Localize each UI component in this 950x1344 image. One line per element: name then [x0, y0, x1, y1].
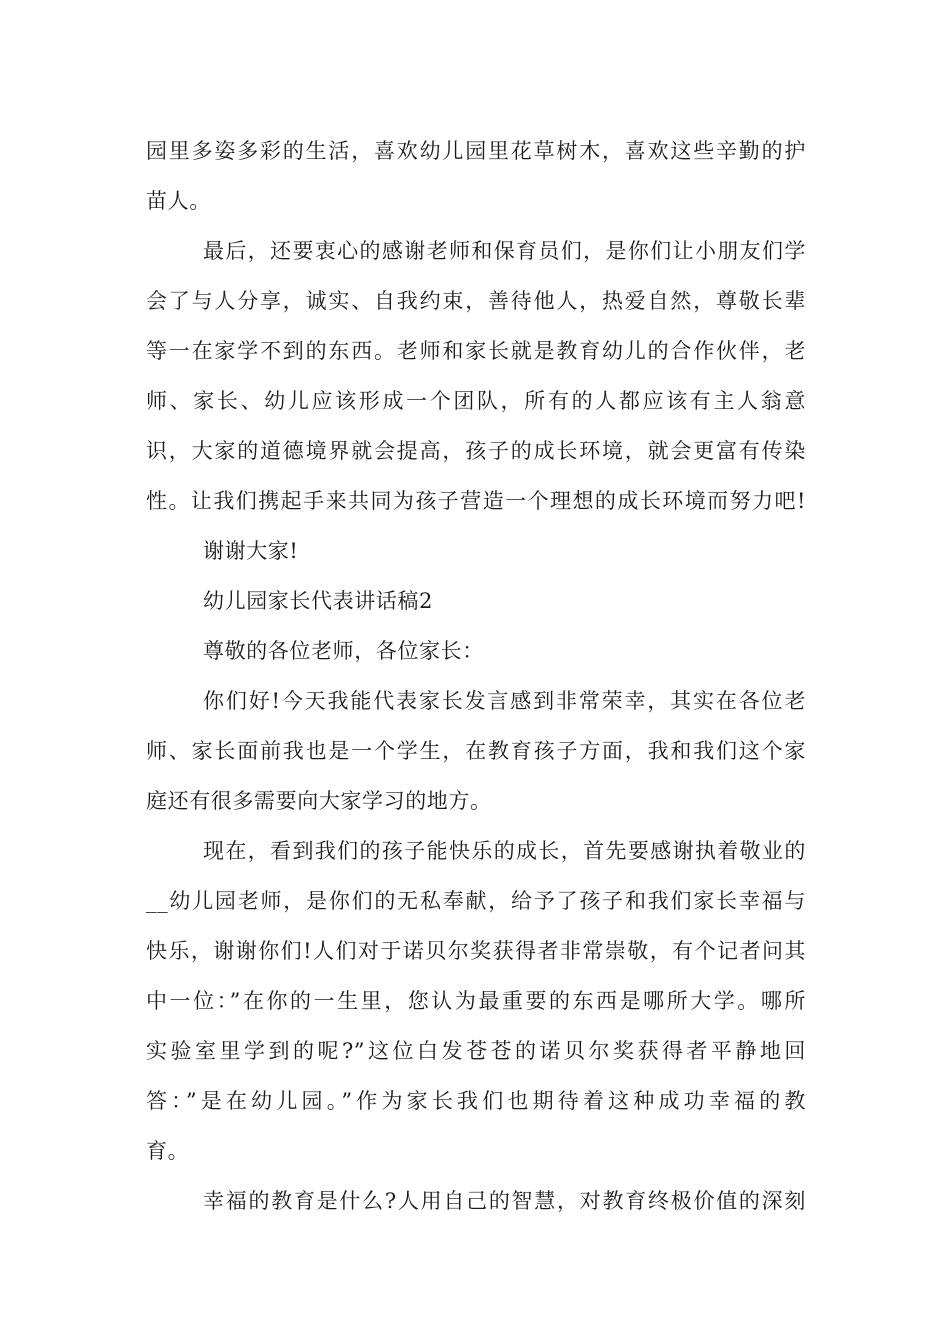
text-line: __幼儿园老师，是你们的无私奉献，给予了孩子和我们家长幸福与	[146, 889, 806, 913]
paragraph-start-line: 幸福的教育是什么?人用自己的智慧，对教育终极价值的深刻	[203, 1189, 806, 1213]
paragraph-start-line: 你们好!今天我能代表家长发言感到非常荣幸，其实在各位老	[203, 689, 806, 713]
text-line: 答：”是在幼儿园。”作为家长我们也期待着这种成功幸福的教	[146, 1089, 806, 1113]
text-line: 园里多姿多彩的生活，喜欢幼儿园里花草树木，喜欢这些辛勤的护	[146, 139, 806, 163]
salutation-line: 尊敬的各位老师，各位家长：	[203, 639, 484, 663]
text-line: 会了与人分享，诚实、自我约束，善待他人，热爱自然，尊敬长辈	[146, 289, 806, 313]
text-line: 师、家长面前我也是一个学生，在教育孩子方面，我和我们这个家	[146, 739, 806, 763]
text-line: 育。	[146, 1139, 190, 1163]
text-line: 性。让我们携起手来共同为孩子营造一个理想的成长环境而努力吧!	[146, 489, 806, 513]
section-title: 幼儿园家长代表讲话稿2	[203, 589, 433, 613]
text-line: 等一在家学不到的东西。老师和家长就是教育幼儿的合作伙伴，老	[146, 339, 806, 363]
paragraph-start-line: 现在，看到我们的孩子能快乐的成长，首先要感谢执着敬业的	[203, 839, 806, 863]
closing-thanks-line: 谢谢大家!	[203, 539, 299, 563]
text-line: 中一位：”在你的一生里，您认为最重要的东西是哪所大学。哪所	[146, 989, 806, 1013]
text-line: 识，大家的道德境界就会提高，孩子的成长环境，就会更富有传染	[146, 439, 806, 463]
text-line: 苗人。	[146, 189, 211, 213]
text-line: 庭还有很多需要向大家学习的地方。	[146, 789, 492, 813]
paragraph-start-line: 最后，还要衷心的感谢老师和保育员们，是你们让小朋友们学	[203, 239, 806, 263]
text-line: 快乐，谢谢你们!人们对于诺贝尔奖获得者非常崇敬，有个记者问其	[146, 939, 806, 963]
text-line: 师、家长、幼儿应该形成一个团队，所有的人都应该有主人翁意	[146, 389, 806, 413]
text-line: 实验室里学到的呢?”这位白发苍苍的诺贝尔奖获得者平静地回	[146, 1039, 806, 1063]
